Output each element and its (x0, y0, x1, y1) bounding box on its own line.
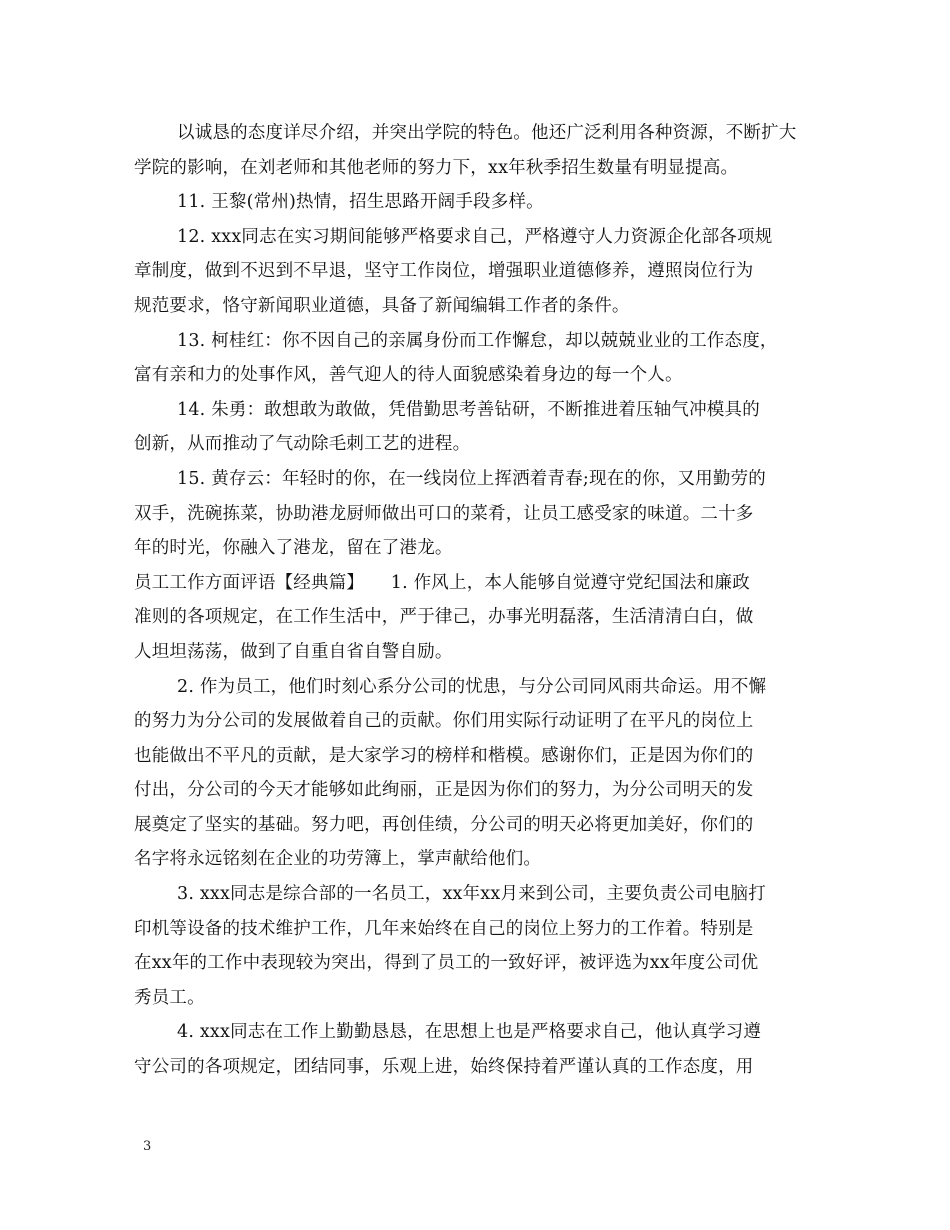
text-line: 双手，洗碗拣菜，协助港龙厨师做出可口的菜肴，让员工感受家的味道。二十多 (134, 503, 754, 524)
text-line: 的努力为分公司的发展做着自己的贡献。你们用实际行动证明了在平凡的岗位上 (134, 711, 754, 732)
text-line: 学院的影响，在刘老师和其他老师的努力下，xx年秋季招生数量有明显提高。 (134, 157, 739, 178)
text-line: 12. xxx同志在实习期间能够严格要求自己，严格遵守人力资源企化部各项规 (177, 226, 773, 247)
text-line: 名字将永远铭刻在企业的功劳簿上，掌声献给他们。 (134, 849, 542, 870)
text-line: 2. 作为员工，他们时刻心系分公司的忧患，与分公司同风雨共命运。用不懈 (177, 676, 767, 697)
page-number: 3 (143, 1139, 152, 1154)
text-line: 人坦坦荡荡，做到了自重自省自警自励。 (134, 641, 453, 662)
text-line: 创新，从而推动了气动除毛刺工艺的进程。 (134, 434, 471, 455)
text-line: 守公司的各项规定，团结同事，乐观上进，始终保持着严谨认真的工作态度，用 (134, 1057, 754, 1078)
text-line: 章制度，做到不迟到不早退，坚守工作岗位，增强职业道德修养，遵照岗位行为 (134, 261, 754, 282)
text-line: 在xx年的工作中表现较为突出，得到了员工的一致好评，被评选为xx年度公司优 (134, 953, 759, 974)
text-line: 11. 王黎(常州)热情，招生思路开阔手段多样。 (177, 192, 544, 213)
text-line: 也能做出不平凡的贡献，是大家学习的榜样和楷模。感谢你们，正是因为你们的 (134, 745, 754, 766)
text-line: 15. 黄存云：年轻时的你，在一线岗位上挥洒着青春;现在的你，又用勤劳的 (177, 468, 766, 489)
text-line: 14. 朱勇：敢想敢为敢做，凭借勤思考善钻研，不断推进着压轴气冲模具的 (177, 399, 760, 420)
text-line: 付出，分公司的今天才能够如此绚丽，正是因为你们的努力，为分公司明天的发 (134, 780, 754, 801)
text-line: 年的时光，你融入了港龙，留在了港龙。 (134, 538, 453, 559)
text-line: 展奠定了坚实的基础。努力吧，再创佳绩，分公司的明天必将更加美好，你们的 (134, 814, 754, 835)
text-line: 员工工作方面评语【经典篇】 1. 作风上，本人能够自觉遵守党纪国法和廉政 (134, 572, 750, 593)
text-line: 秀员工。 (134, 987, 205, 1008)
text-line: 4. xxx同志在工作上勤勤恳恳，在思想上也是严格要求自己，他认真学习遵 (177, 1022, 762, 1043)
text-line: 印机等设备的技术维护工作，几年来始终在自己的岗位上努力的工作着。特别是 (134, 918, 754, 939)
document-body (134, 116, 820, 1085)
text-line: 以诚恳的态度详尽介绍，并突出学院的特色。他还广泛利用各种资源，不断扩大 (177, 123, 797, 143)
text-line: 富有亲和力的处事作风，善气迎人的待人面貌感染着身边的每一个人。 (134, 365, 683, 386)
text-line: 准则的各项规定，在工作生活中，严于律己，办事光明磊落，生活清清白白，做 (134, 607, 754, 628)
text-line: 规范要求，恪守新闻职业道德，具备了新闻编辑工作者的条件。 (134, 295, 630, 316)
text-line: 13. 柯桂红：你不因自己的亲属身份而工作懈怠，却以兢兢业业的工作态度， (177, 330, 778, 351)
text-line: 3. xxx同志是综合部的一名员工，xx年xx月来到公司，主要负责公司电脑打 (177, 884, 766, 905)
